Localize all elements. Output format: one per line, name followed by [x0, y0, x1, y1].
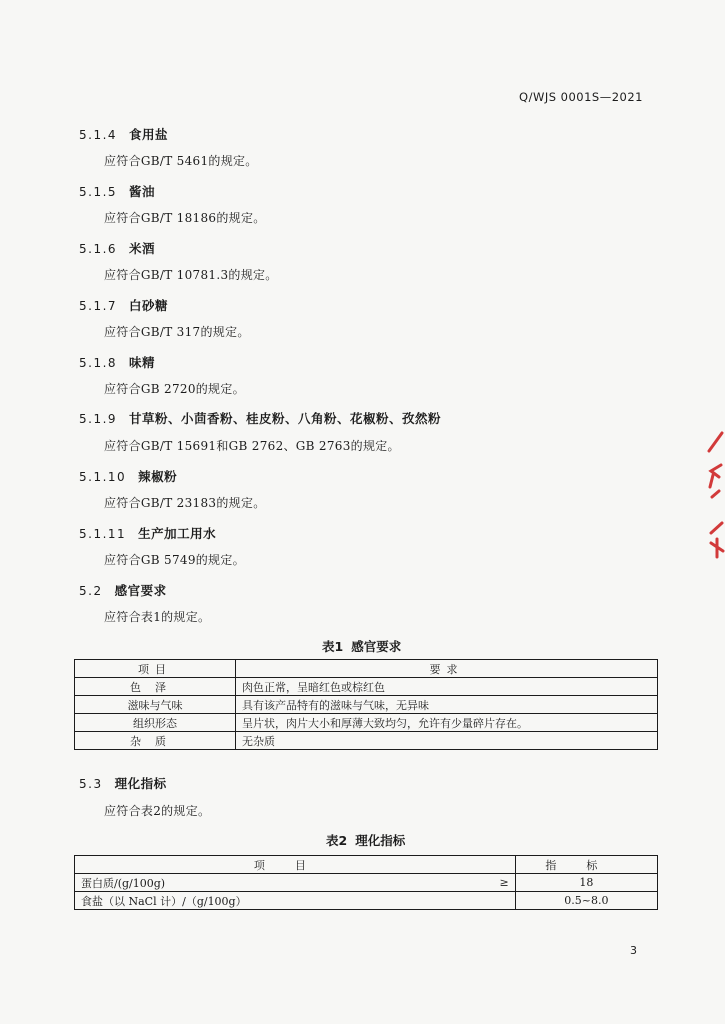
table-cell-item: 组织形态	[75, 714, 236, 732]
table-cell-value: 0.5~8.0	[515, 892, 657, 910]
table-cell-requirement: 呈片状，肉片大小和厚薄大致均匀，允许有少量碎片存在。	[236, 714, 658, 732]
section-title: 理化指标	[114, 776, 167, 791]
section-title: 白砂糖	[129, 298, 169, 313]
table-row	[75, 696, 658, 714]
section-heading	[79, 523, 216, 542]
table-row	[75, 874, 658, 892]
seal-stamp-icon	[695, 425, 725, 575]
page-number: 3	[630, 944, 637, 957]
table-cell-item: 食盐（以 NaCl 计）/（g/100g）	[75, 892, 489, 910]
table-cell-item: 色泽	[75, 678, 236, 696]
section-heading	[79, 352, 155, 371]
section-heading	[79, 181, 155, 200]
column-header-item: 项目	[75, 660, 236, 678]
section-heading	[79, 124, 168, 143]
section-text: 应符合GB/T 18186的规定。	[104, 211, 266, 225]
section-title: 感官要求	[114, 583, 167, 598]
section-number: 5.1.4	[79, 128, 118, 142]
section-title: 生产加工用水	[138, 526, 217, 541]
table-header-row	[75, 856, 658, 874]
section-text: 应符合表1的规定。	[104, 610, 211, 624]
table-header-row	[75, 660, 658, 678]
section-number: 5.3	[79, 777, 103, 791]
section-title: 味精	[129, 355, 156, 370]
section-title: 米酒	[129, 241, 156, 256]
section-title: 酱油	[129, 184, 156, 199]
section-text: 应符合GB/T 10781.3的规定。	[104, 268, 278, 282]
section-text: 应符合GB/T 23183的规定。	[104, 496, 266, 510]
section-number: 5.1.6	[79, 242, 118, 256]
physicochemical-table	[74, 855, 658, 910]
column-header-item: 项目	[75, 856, 516, 874]
section-number: 5.1.11	[79, 527, 127, 541]
table-caption-name: 感官要求	[351, 639, 402, 654]
table-caption-name: 理化指标	[355, 833, 406, 848]
document-code: Q/WJS 0001S—2021	[519, 90, 643, 104]
table-cell-item: 蛋白质/(g/100g)	[75, 874, 489, 892]
table-cell-requirement: 肉色正常，呈暗红色或棕红色	[236, 678, 658, 696]
section-number: 5.1.5	[79, 185, 118, 199]
section-title: 辣椒粉	[138, 469, 178, 484]
table-cell-item: 滋味与气味	[75, 696, 236, 714]
section-text: 应符合表2的规定。	[104, 804, 211, 818]
column-header-indicator: 指标	[515, 856, 657, 874]
section-text: 应符合GB/T 5461的规定。	[104, 154, 258, 168]
table-cell-value: 18	[515, 874, 657, 892]
table-row	[75, 892, 658, 910]
table-cell-operator: ≥	[489, 874, 516, 892]
section-number: 5.1.8	[79, 356, 118, 370]
section-text: 应符合GB/T 15691和GB 2762、GB 2763的规定。	[104, 439, 400, 453]
table-row	[75, 714, 658, 732]
table-row	[75, 732, 658, 750]
section-heading	[79, 466, 177, 485]
section-text: 应符合GB/T 317的规定。	[104, 325, 250, 339]
section-text: 应符合GB 5749的规定。	[104, 553, 245, 567]
section-text: 应符合GB 2720的规定。	[104, 382, 245, 396]
table-cell-requirement: 具有该产品特有的滋味与气味，无异味	[236, 696, 658, 714]
section-heading	[79, 295, 168, 314]
section-number: 5.1.9	[79, 412, 118, 426]
section-number: 5.1.7	[79, 299, 118, 313]
section-heading	[79, 408, 441, 427]
sensory-table	[74, 659, 658, 750]
section-title: 甘草粉、小茴香粉、桂皮粉、八角粉、花椒粉、孜然粉	[129, 411, 442, 426]
section-heading	[79, 238, 155, 257]
table-row	[75, 678, 658, 696]
table-cell-item: 杂质	[75, 732, 236, 750]
table-caption	[326, 831, 405, 849]
table-cell-operator	[489, 892, 516, 910]
section-number: 5.1.10	[79, 470, 127, 484]
table-caption	[322, 637, 401, 655]
table-caption-number: 表1	[322, 639, 344, 654]
table-caption-number: 表2	[326, 833, 348, 848]
section-number: 5.2	[79, 584, 103, 598]
table-cell-requirement: 无杂质	[236, 732, 658, 750]
section-heading	[79, 773, 167, 792]
section-heading	[79, 580, 167, 599]
column-header-requirement: 要求	[236, 660, 658, 678]
section-title: 食用盐	[129, 127, 169, 142]
